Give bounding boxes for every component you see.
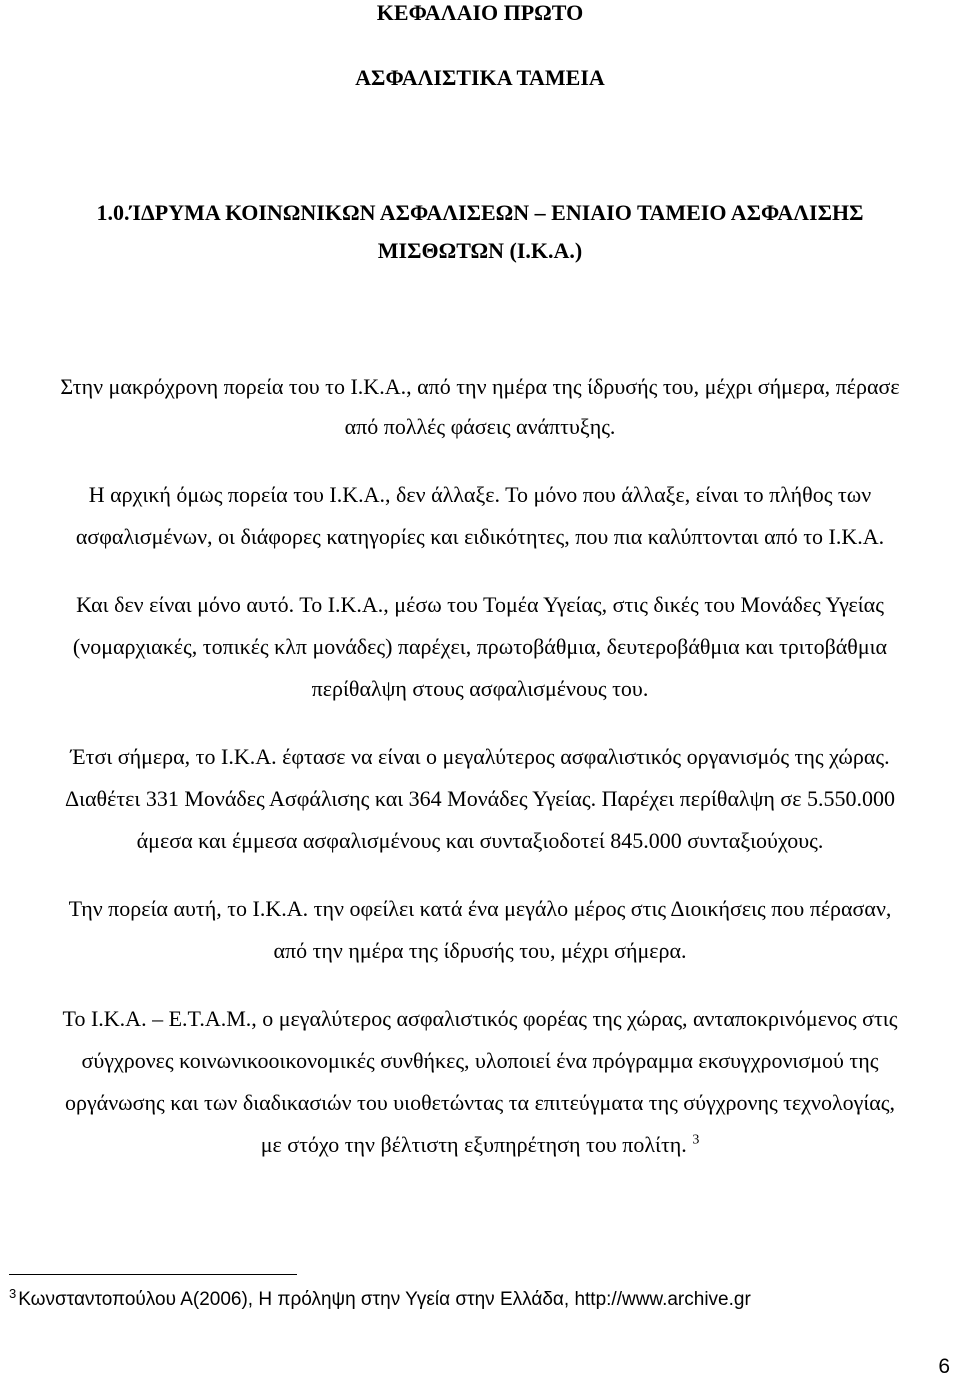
paragraph-line: Στην μακρόχρονη πορεία του το Ι.Κ.Α., από την ημέρα της ίδρυσής του, μέχρι σήμερα, πέρασε bbox=[60, 374, 900, 399]
footnote-number: 3 bbox=[9, 1285, 17, 1301]
paragraph-line: περίθαλψη στους ασφαλισμένους του. bbox=[311, 676, 649, 701]
paragraph-line bbox=[0, 1132, 960, 1158]
chapter-title: ΚΕΦΑΛΑΙΟ ΠΡΩΤΟ bbox=[376, 0, 584, 25]
paragraph-line: Η αρχική όμως πορεία του Ι.Κ.Α., δεν άλλαξε. Το μόνο που άλλαξε, είναι το πλήθος των bbox=[88, 482, 872, 507]
chapter-subtitle: ΑΣΦΑΛΙΣΤΙΚΑ ΤΑΜΕΙΑ bbox=[355, 65, 605, 90]
paragraph-line: Διαθέτει 331 Μονάδες Ασφάλισης και 364 Μονάδες Υγείας. Παρέχει περίθαλψη σε 5.550.000 bbox=[64, 786, 896, 811]
paragraph-line: Έτσι σήμερα, το Ι.Κ.Α. έφτασε να είναι ο μεγαλύτερος ασφαλιστικός οργανισμός της χώρας. bbox=[70, 744, 890, 769]
paragraph-line: (νομαρχιακές, τοπικές κλπ μονάδες) παρέχει, πρωτοβάθμια, δευτεροβάθμια και τριτοβάθμια bbox=[72, 634, 888, 659]
footnote-separator bbox=[9, 1274, 297, 1275]
section-heading-line: 1.0.ΊΔΡΥΜΑ ΚΟΙΝΩΝΙΚΩΝ ΑΣΦΑΛΙΣΕΩΝ – ΕΝΙΑΙΟ ΤΑΜΕΙΟ ΑΣΦΑΛΙΣΗΣ bbox=[96, 200, 864, 225]
page-number: 6 bbox=[938, 1355, 950, 1378]
paragraph-line: Την πορεία αυτή, το Ι.Κ.Α. την οφείλει κατά ένα μεγάλο μέρος στις Διοικήσεις που πέρασαν, bbox=[68, 896, 892, 921]
footnote-text: Κωνσταντοπούλου Α(2006), Η πρόληψη στην Υγεία στην Ελλάδα, http://www.archive.gr bbox=[18, 1289, 751, 1310]
paragraph-line-text: με στόχο την βέλτιστη εξυπηρέτηση του πολίτη. bbox=[260, 1132, 687, 1157]
footnote bbox=[9, 1285, 751, 1312]
paragraph-line: οργάνωσης και των διαδικασιών του υιοθετώντας τα επιτεύγματα της σύγχρονης τεχνολογίας, bbox=[64, 1090, 896, 1115]
footnote-reference[interactable]: 3 bbox=[692, 1132, 700, 1148]
paragraph-line: σύγχρονες κοινωνικοοικονομικές συνθήκες, υλοποιεί ένα πρόγραμμα εκσυγχρονισμού της bbox=[81, 1048, 879, 1073]
paragraph-line: από την ημέρα της ίδρυσής του, μέχρι σήμερα. bbox=[273, 938, 687, 963]
section-heading-line: ΜΙΣΘΩΤΩΝ (Ι.Κ.Α.) bbox=[377, 238, 583, 263]
paragraph-line: Το Ι.Κ.Α. – Ε.Τ.Α.Μ., ο μεγαλύτερος ασφαλιστικός φορέας της χώρας, ανταποκρινόμενος στις bbox=[62, 1006, 898, 1031]
paragraph-line: από πολλές φάσεις ανάπτυξης. bbox=[344, 414, 616, 439]
paragraph-line: Και δεν είναι μόνο αυτό. Το Ι.Κ.Α., μέσω του Τομέα Υγείας, στις δικές του Μονάδες Υγείας bbox=[76, 592, 884, 617]
paragraph-line: άμεσα και έμμεσα ασφαλισμένους και συνταξιοδοτεί 845.000 συνταξιούχους. bbox=[136, 828, 824, 853]
paragraph-line: ασφαλισμένων, οι διάφορες κατηγορίες και ειδικότητες, που πια καλύπτονται από το Ι.Κ.Α. bbox=[75, 524, 885, 549]
